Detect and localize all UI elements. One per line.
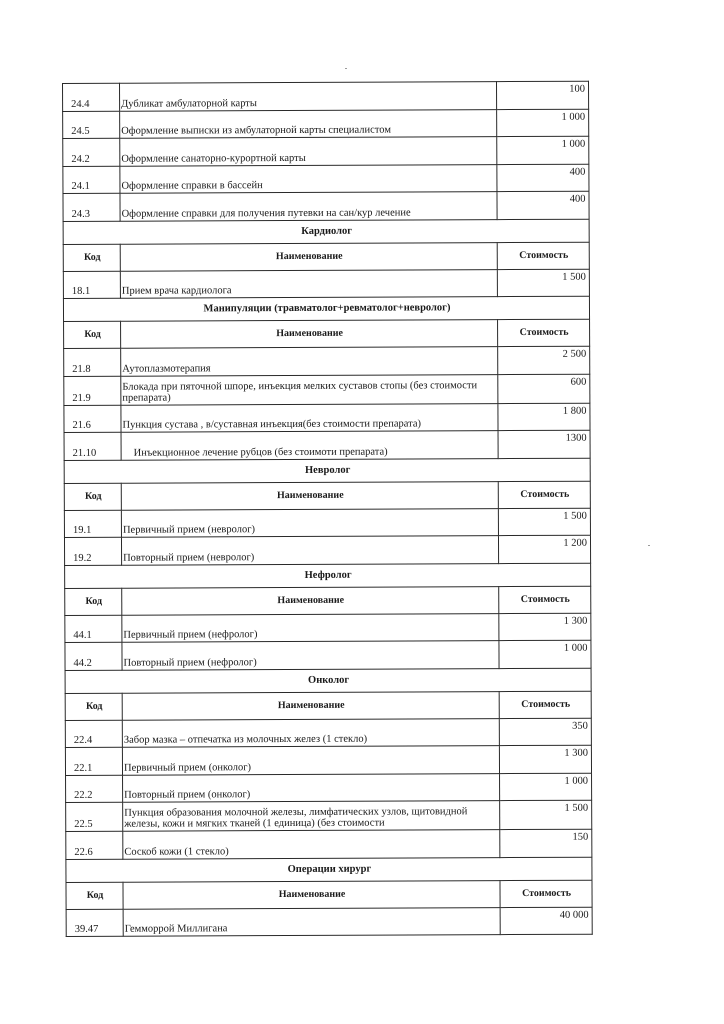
service-name: Повторный прием (онколог): [123, 773, 500, 802]
service-code: 22.5: [66, 802, 123, 831]
service-code: 24.2: [63, 138, 120, 166]
service-code: 24.4: [63, 83, 120, 111]
table-header-row: [63, 242, 589, 271]
column-header-name: Наименование: [123, 880, 500, 909]
table-row: [63, 164, 589, 194]
service-price: 1 300: [499, 613, 591, 641]
service-name: Инъекционное лечение рубцов (без стоимоти препарата): [121, 431, 498, 460]
table-row: [66, 800, 592, 831]
section-title-row: [63, 219, 589, 244]
service-name: Повторный прием (нефролог): [122, 641, 499, 670]
service-price: 1 500: [500, 800, 592, 829]
service-code: 18.1: [63, 271, 120, 299]
section-title: Нефролог: [65, 563, 591, 588]
service-code: 22.2: [66, 775, 123, 803]
column-header-name: Наименование: [121, 320, 498, 349]
column-header-code: Код: [65, 693, 122, 720]
column-header-name: Наименование: [122, 586, 499, 615]
table-row: [66, 829, 592, 859]
service-name: Гемморрой Миллигана: [123, 907, 500, 936]
table-row: [63, 136, 589, 166]
service-name: Аутоплазмотерапия: [121, 347, 498, 376]
table-row: [63, 109, 589, 139]
section-title-row: [64, 458, 590, 483]
service-price: 1 500: [498, 508, 590, 536]
service-price: 1 000: [500, 773, 592, 801]
table-row: [65, 613, 591, 643]
service-code: 24.1: [63, 166, 120, 194]
column-header-name: Наименование: [120, 242, 497, 271]
table-row: [66, 907, 592, 937]
service-name: Первичный прием (невролог): [121, 508, 498, 537]
service-code: 21.10: [64, 432, 121, 460]
table-header-row: [65, 586, 591, 615]
service-price: 400: [497, 164, 589, 192]
section-title: Невролог: [64, 458, 590, 483]
service-price: 100: [496, 81, 588, 109]
section-title-row: [65, 668, 591, 693]
table-row: [64, 403, 590, 433]
service-code: 19.1: [64, 510, 121, 538]
column-header-price: Стоимость: [497, 242, 589, 269]
service-code: 39.47: [66, 909, 123, 937]
service-name: Блокада при пяточной шпоре, инъекция мелких суставов стопы (без стоимости препарата): [121, 374, 498, 405]
column-header-name: Наименование: [122, 691, 499, 720]
service-name: Повторный прием (невролог): [121, 536, 498, 565]
service-code: 19.2: [64, 537, 121, 565]
service-price: 350: [499, 718, 591, 746]
table-row: [66, 773, 592, 803]
column-header-code: Код: [65, 588, 122, 615]
service-name: Пункция сустава , в/суставная инъекция(без стоимости препарата): [121, 403, 498, 432]
service-price: 400: [497, 191, 589, 219]
table-header-row: [65, 691, 591, 720]
column-header-price: Стоимость: [498, 319, 590, 346]
service-code: 44.2: [65, 642, 122, 670]
column-header-code: Код: [64, 483, 121, 510]
service-price: 1300: [498, 430, 590, 458]
column-header-price: Стоимость: [499, 586, 591, 613]
section-title: Операции хирург: [66, 857, 592, 882]
section-title: Кардиолог: [63, 219, 589, 244]
table-row: [65, 640, 591, 670]
table-header-row: [66, 880, 592, 909]
column-header-price: Стоимость: [499, 691, 591, 718]
service-code: 22.6: [66, 831, 123, 859]
section-title-row: [65, 563, 591, 588]
service-code: 24.5: [63, 111, 120, 139]
table-row: [63, 269, 589, 299]
service-name: Оформление санаторно-курортной карты: [120, 137, 497, 166]
section-title-row: [63, 296, 589, 321]
scan-speck: [345, 68, 347, 69]
service-price: 1 000: [499, 640, 591, 668]
service-price: 1 300: [499, 745, 591, 773]
service-price: 1 000: [497, 109, 589, 137]
service-price: 1 000: [497, 136, 589, 164]
service-name: Оформление выписки из амбулаторной карты специалистом: [120, 109, 497, 138]
table-row: [64, 430, 590, 460]
scan-speck: [648, 545, 650, 546]
table-header-row: [64, 319, 590, 348]
service-name: Прием врача кардиолога: [120, 269, 497, 298]
table-row: [65, 745, 591, 775]
service-code: 22.1: [65, 747, 122, 775]
column-header-price: Стоимость: [498, 481, 590, 508]
table-row: [65, 718, 591, 748]
service-name: Оформление справки в бассейн: [120, 164, 497, 193]
service-name: Соскоб кожи (1 стекло): [123, 830, 500, 859]
service-code: 22.4: [65, 720, 122, 748]
column-header-price: Стоимость: [500, 880, 592, 907]
service-name: Забор мазка – отпечатка из молочных желез (1 стекло): [122, 718, 499, 747]
service-name: Первичный прием (онколог): [122, 746, 499, 775]
service-name: Оформление справки для получения путевки на сан/кур лечение: [120, 192, 497, 221]
table-row: [64, 535, 590, 565]
service-price: 1 500: [497, 269, 589, 297]
service-price: 150: [500, 829, 592, 857]
service-name: Первичный прием (нефролог): [122, 613, 499, 642]
service-price: 1 800: [498, 403, 590, 431]
service-code: 44.1: [65, 615, 122, 643]
service-code: 21.8: [64, 348, 121, 376]
service-price: 1 200: [498, 535, 590, 563]
column-header-name: Наименование: [121, 481, 498, 510]
table-row: [64, 374, 590, 405]
service-price: 600: [498, 374, 590, 403]
column-header-code: Код: [64, 321, 121, 348]
service-code: 24.3: [63, 193, 120, 221]
table-row: [63, 81, 589, 111]
service-name: Пункция образования молочной железы, лимфатических узлов, щитовидной железы, кожи и мягких тканей (1 единица) (без стоимости: [123, 801, 500, 832]
column-header-code: Код: [63, 244, 120, 271]
service-price: 40 000: [500, 907, 592, 935]
section-title: Онколог: [65, 668, 591, 693]
section-title-row: [66, 857, 592, 882]
table-row: [64, 346, 590, 376]
service-code: 21.9: [64, 376, 121, 405]
service-price: 2 500: [498, 346, 590, 374]
service-name: Дубликат амбулаторной карты: [120, 82, 497, 111]
service-code: 21.6: [64, 405, 121, 433]
table-row: [63, 191, 589, 221]
column-header-code: Код: [66, 882, 123, 909]
price-list-table: [62, 81, 593, 937]
table-row: [64, 508, 590, 538]
table-header-row: [64, 481, 590, 510]
section-title: Манипуляции (травматолог+ревматолог+невролог): [63, 296, 589, 321]
